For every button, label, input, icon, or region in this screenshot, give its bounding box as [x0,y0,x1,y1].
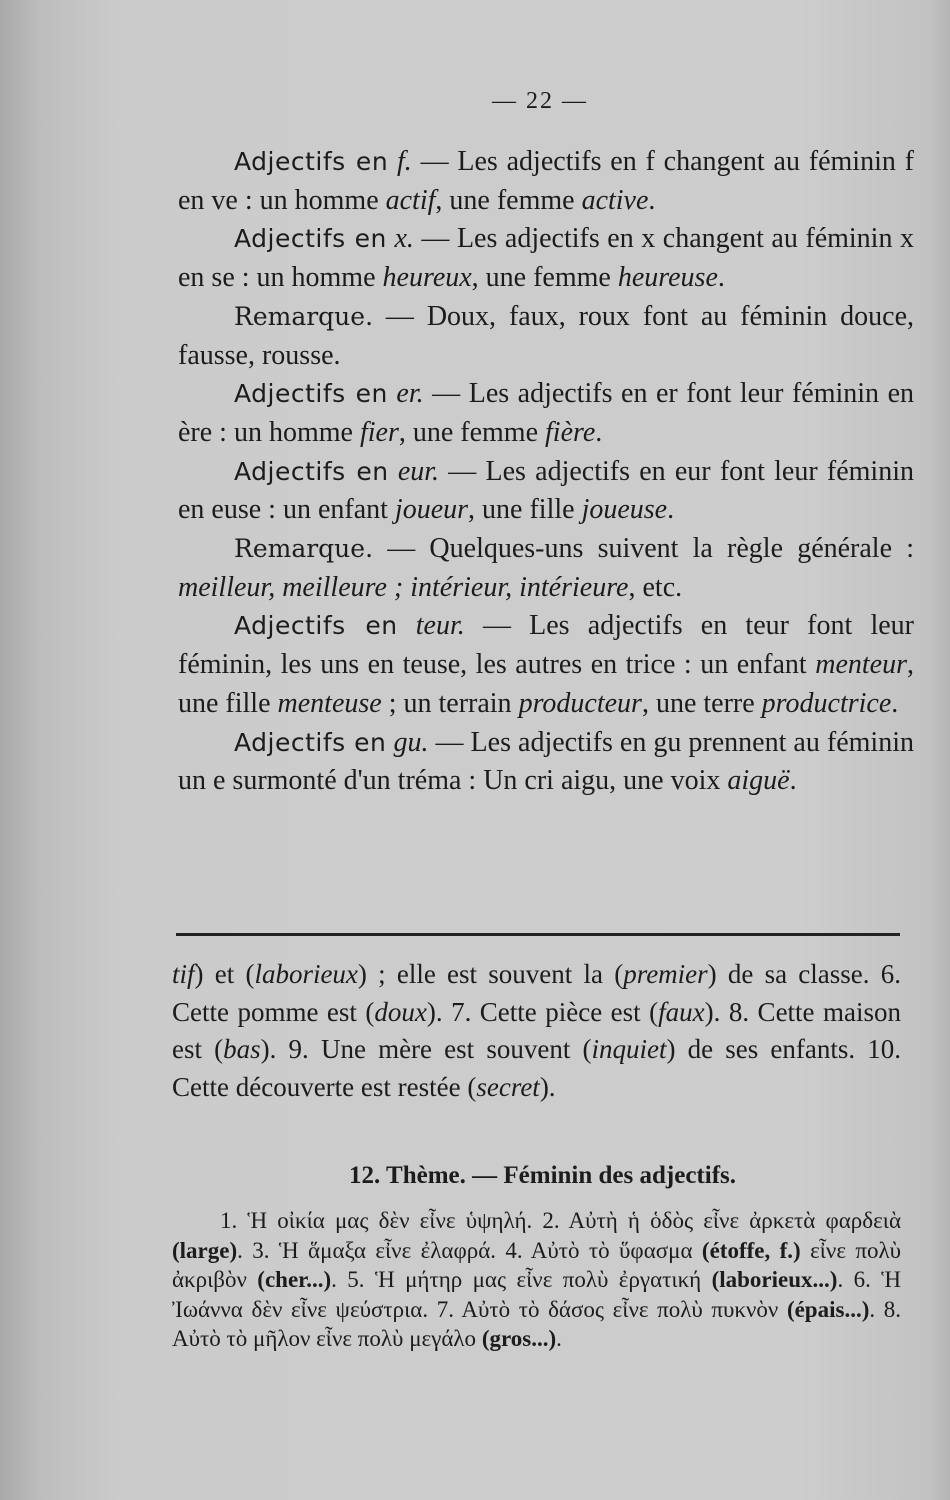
rule-gu: Adjectifs en gu. — Les adjectifs en gu prennent au féminin un e surmonté d'un tréma : Un cri aigu, une voix aiguë. [178,726,914,797]
exercise-text [172,956,901,1106]
remark-general: Remarque. — Quelques-uns suivent la règle générale : meilleur, meilleure ; intérieur, intérieure, etc. [178,533,914,603]
rule-f: Adjectifs en f. — Les adjectifs en f changent au féminin f en ve : un homme actif, une femme active. [178,146,914,216]
remark-doux: Remarque. — Doux, faux, roux font au féminin douce, fausse, rousse. [178,300,914,371]
theme-paragraph: 1. Ἡ οἰκία μας δὲν εἶνε ὑψηλή. 2. Αὐτὴ ἡ ὁδὸς εἶνε ἀρκετὰ φαρδειὰ (large). 3. Ἡ ἅμαξα εἶνε ἐλαφρά. 4. Αὐτὸ τὸ ὕφασμα (étoffe, f.) εἶνε πολὺ ἀκριβὸν (cher...). 5. Ἡ μήτηρ μας εἶνε πολὺ ἐργατική (laborieux...). 6. Ἡ Ἰωάννα δὲν εἶνε ψεύστρια. 7. Αὐτὸ τὸ δάσος εἶνε πολὺ πυκνὸν (épais...). 8. Αὐτὸ τὸ μῆλον εἶνε πολὺ μεγάλο (gros...). [172,1208,902,1351]
rule-eur: Adjectifs en eur. — Les adjectifs en eur font leur féminin en euse : un enfant joueur, une fille joueuse. [178,455,914,526]
grammar-rules [178,143,914,801]
rule-er: Adjectifs en er. — Les adjectifs en er font leur féminin en ère : un homme fier, une femme fière. [178,378,915,448]
theme-text [172,1206,901,1354]
page-number: — 22 — [492,88,588,114]
theme-heading: 12. Thème. — Féminin des adjectifs. [348,1162,736,1189]
exercise-paragraph: tif) et (laborieux) ; elle est souvent la (premier) de sa classe. 6. Cette pomme est (doux). 7. Cette pièce est (faux). 8. Cette maison est (bas). 9. Une mère est souvent (inquiet) de ses enfants. 10. Cette découverte est restée (secret). [172,959,902,1102]
rule-x: Adjectifs en x. — Les adjectifs en x changent au féminin x en se : un homme heureux, une femme heureuse. [178,223,914,294]
section-divider [176,933,900,936]
rule-teur: Adjectifs en teur. — Les adjectifs en teur font leur féminin, les uns en teuse, les autres en trice : un enfant menteur, une fille menteuse ; un terrain producteur, une terre productrice. [178,610,914,719]
